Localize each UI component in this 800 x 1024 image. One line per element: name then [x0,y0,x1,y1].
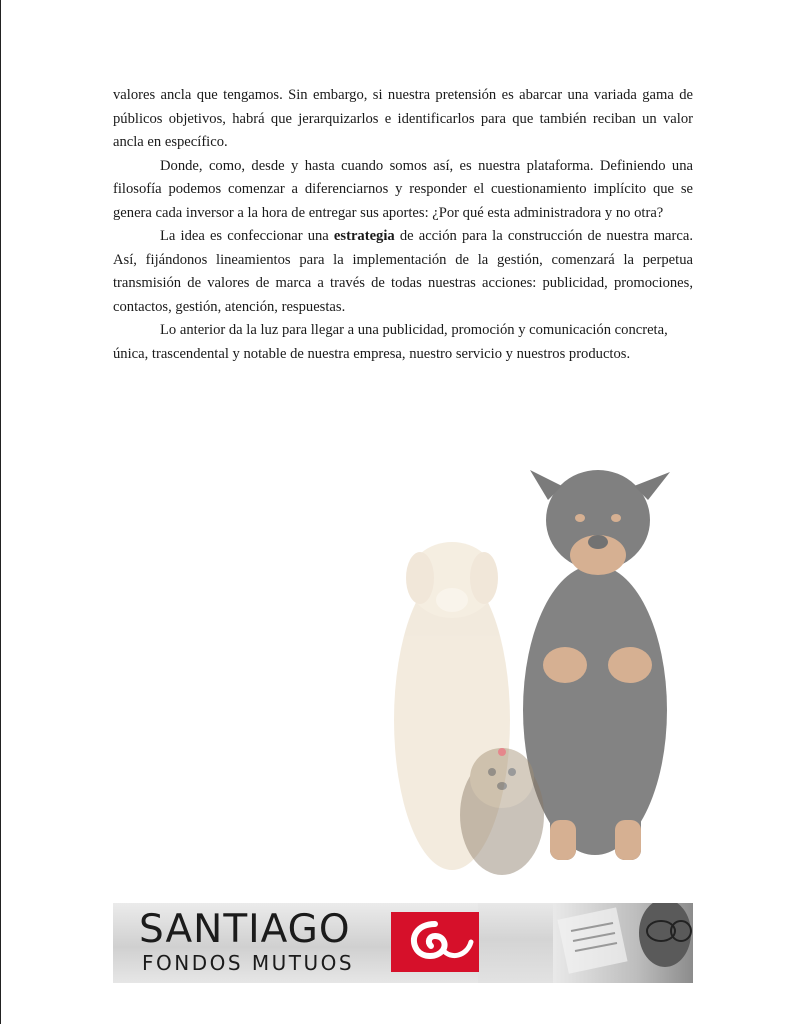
document-body [113,84,693,366]
paragraph-text: Donde, como, desde y hasta cuando somos así, es nuestra plataforma. Definiendo una filosofía podemos comenzar a diferenciarnos y responder el cuestionamiento implícito que se genera cada inversor a la hora de entregar sus aportes: ¿Por qué esta administradora y no otra? [113,157,693,221]
brand-name: SANTIAGO [139,907,351,952]
paragraph [113,225,693,319]
santiago-fondos-mutuos-banner [113,903,693,983]
paragraph-text: La idea es confeccionar una [160,228,334,244]
page-left-border [0,0,1,1024]
paragraph [113,84,693,155]
paragraph [113,155,693,226]
swirl-logo-icon [391,912,479,972]
yorkshire-dog [460,748,544,875]
person-photo [553,903,693,983]
paragraph [113,319,693,366]
brand-subtitle: FONDOS MUTUOS [142,951,355,975]
rottweiler-dog [523,470,670,860]
bold-term: estrategia [333,228,395,244]
dogs-illustration [380,460,700,880]
paragraph-text: de acción para la construcción de nuestra marca. Así, fijándonos lineamientos para la implementación de la gestión, comenzará la perpetua transmisión de valores de marca a través de todas nuestras acciones: publicidad, promociones, contactos, gestión, atención, respuestas. [113,228,693,315]
paragraph-text: valores ancla que tengamos. Sin embargo, si nuestra pretensión es abarcar una variada gama de públicos objetivos, habrá que jerarquizarlos e identificarlos para que también reciban un valor ancla en específico. [113,87,693,150]
paragraph-text: Lo anterior da la luz para llegar a una publicidad, promoción y comunicación concreta, única, trascendental y notable de nuestra empresa, nuestro servicio y nuestros productos. [113,322,668,362]
